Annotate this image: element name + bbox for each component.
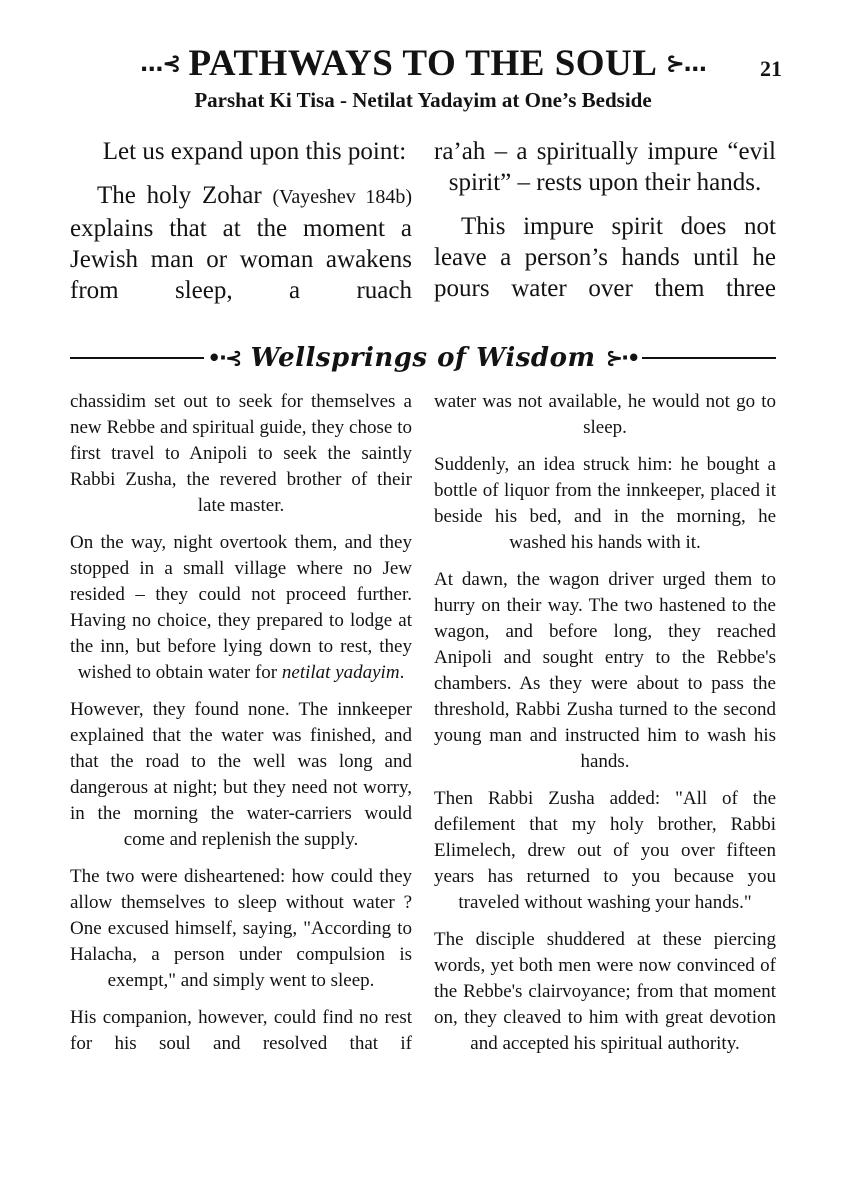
title-line xyxy=(70,42,776,85)
italic-term: netilat yadayim xyxy=(281,662,400,683)
intro-section xyxy=(70,136,776,319)
source-reference: (Vayeshev 184b) xyxy=(272,186,412,208)
intro-left-column xyxy=(70,136,412,319)
divider-rule-left xyxy=(70,357,204,360)
paragraph-text: On the way, night overtook them, and they stopped in a small village where no Jew resided – they could not proceed further. Having no choice, they prepared to lodge at the inn, but before lying down to rest, they wished to obtain water for xyxy=(70,532,412,683)
paragraph: Let us expand upon this point: xyxy=(102,138,407,165)
paragraph: The two were disheartened: how could they allow themselves to sleep without water ? One excused himself, saying, "According to Halacha, a person under compulsion is exempt," and simply went to sleep. xyxy=(70,866,412,991)
divider-flourish-left-icon: •·⊰ xyxy=(207,345,241,370)
flourish-left-icon: …⊰ xyxy=(140,50,181,77)
paragraph: His companion, however, could find no rest for his soul and resolved that if xyxy=(70,1007,412,1054)
paragraph xyxy=(70,530,412,686)
paragraph xyxy=(70,180,412,306)
story-section xyxy=(70,389,776,1068)
divider-title: Wellsprings of Wisdom xyxy=(250,343,596,373)
section-divider xyxy=(70,341,776,375)
story-right-column xyxy=(434,389,776,1068)
paragraph: Then Rabbi Zusha added: "All of the defilement that my holy brother, Rabbi Elimelech, drew out of you over fifteen years has returned to you because you traveled without washing your hands." xyxy=(434,788,776,913)
paragraph: At dawn, the wagon driver urged them to hurry on their way. The two hastened to the wagon, and before long, they reached Anipoli and sought entry to the Rebbe's chambers. As they were about to pass the threshold, Rabbi Zusha turned to the second young man and instructed him to wash his hands. xyxy=(434,569,776,772)
page-number: 21 xyxy=(760,56,782,81)
divider-flourish-right-icon: ⊱·• xyxy=(605,345,639,370)
paragraph: However, they found none. The innkeeper explained that the water was finished, and that the road to the well was long and dangerous at night; but they need not worry, in the morning the water-carriers would come and replenish the supply. xyxy=(70,699,412,850)
divider-rule-right xyxy=(642,357,776,360)
paragraph: This impure spirit does not leave a person’s hands until he pours water over them three xyxy=(434,213,776,302)
story-left-column xyxy=(70,389,412,1068)
paragraph: water was not available, he would not go to sleep. xyxy=(434,391,776,438)
paragraph: ra’ah – a spiritually impure “evil spirit” – rests upon their hands. xyxy=(434,138,776,196)
paragraph-text: . xyxy=(399,662,405,683)
masthead xyxy=(70,42,782,113)
paragraph: Suddenly, an idea struck him: he bought a bottle of liquor from the innkeeper, placed it beside his bed, and in the morning, he washed his hands with it. xyxy=(434,454,776,553)
paragraph: The disciple shuddered at these piercing words, yet both men were now convinced of the Rebbe's clairvoyance; from that moment on, they cleaved to him with great devotion and accepted his spiritual authority. xyxy=(434,929,776,1054)
paragraph-text: explains that at the moment a Jewish man or woman awakens from sleep, a ruach xyxy=(70,215,412,304)
paragraph: chassidim set out to seek for themselves a new Rebbe and spiritual guide, they chose to first travel to Anipoli to seek the saintly Rabbi Zusha, the revered brother of their late master. xyxy=(70,391,412,516)
section-subtitle: Parshat Ki Tisa - Netilat Yadayim at One’s Bedside xyxy=(194,88,652,112)
flourish-right-icon: ⊱… xyxy=(665,50,706,77)
book-title: PATHWAYS TO THE SOUL xyxy=(188,43,658,84)
paragraph-text: The holy Zohar xyxy=(97,182,273,209)
intro-right-column xyxy=(434,136,776,319)
